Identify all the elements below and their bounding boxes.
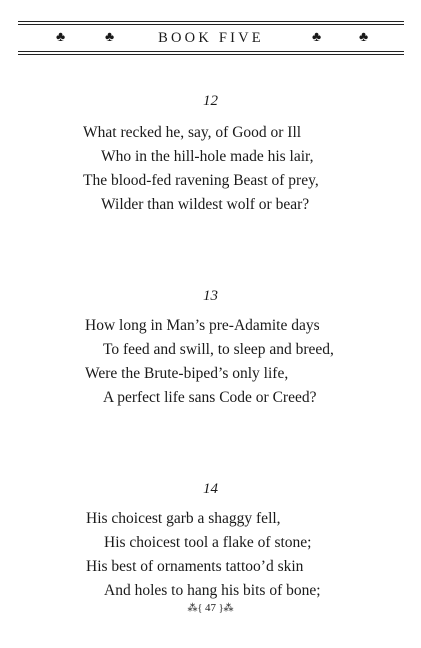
verse-line: His best of ornaments tattoo’d skin bbox=[86, 558, 304, 575]
stanza-number: 13 bbox=[203, 288, 218, 304]
verse-line: His choicest garb a shaggy fell, bbox=[86, 510, 281, 527]
club-ornament-icon: ♣ bbox=[359, 30, 369, 45]
club-ornament-icon: ♣ bbox=[56, 30, 66, 45]
club-ornament-icon: ♣ bbox=[312, 30, 322, 45]
page-folio bbox=[0, 601, 421, 616]
verse-line: To feed and swill, to sleep and breed, bbox=[103, 341, 334, 358]
stanza-number: 12 bbox=[203, 93, 218, 109]
folio-right-ornament: }⁂ bbox=[218, 603, 234, 614]
header-rule-top-inner bbox=[18, 24, 404, 25]
verse-line: His choicest tool a flake of stone; bbox=[104, 534, 312, 551]
club-ornament-icon: ♣ bbox=[105, 30, 115, 45]
page-number: 47 bbox=[205, 602, 216, 614]
header-rule-bottom-inner bbox=[18, 51, 404, 52]
verse-line: Who in the hill-hole made his lair, bbox=[101, 148, 314, 165]
verse-line: The blood-fed ravening Beast of prey, bbox=[83, 172, 319, 189]
header-rule-bottom-outer bbox=[18, 54, 404, 55]
stanza-number: 14 bbox=[203, 481, 218, 497]
running-header bbox=[18, 21, 404, 55]
verse-line: And holes to hang his bits of bone; bbox=[104, 582, 321, 599]
verse-line: What recked he, say, of Good or Ill bbox=[83, 124, 302, 141]
verse-line: A perfect life sans Code or Creed? bbox=[103, 389, 317, 406]
header-rule-top-outer bbox=[18, 21, 404, 22]
verse-line: How long in Man’s pre-Adamite days bbox=[85, 317, 320, 334]
verse-line: Wilder than wildest wolf or bear? bbox=[101, 196, 310, 213]
verse-line: Were the Brute-biped’s only life, bbox=[85, 365, 289, 382]
book-title: BOOK FIVE bbox=[158, 30, 264, 46]
folio-left-ornament: ⁂{ bbox=[187, 603, 203, 614]
